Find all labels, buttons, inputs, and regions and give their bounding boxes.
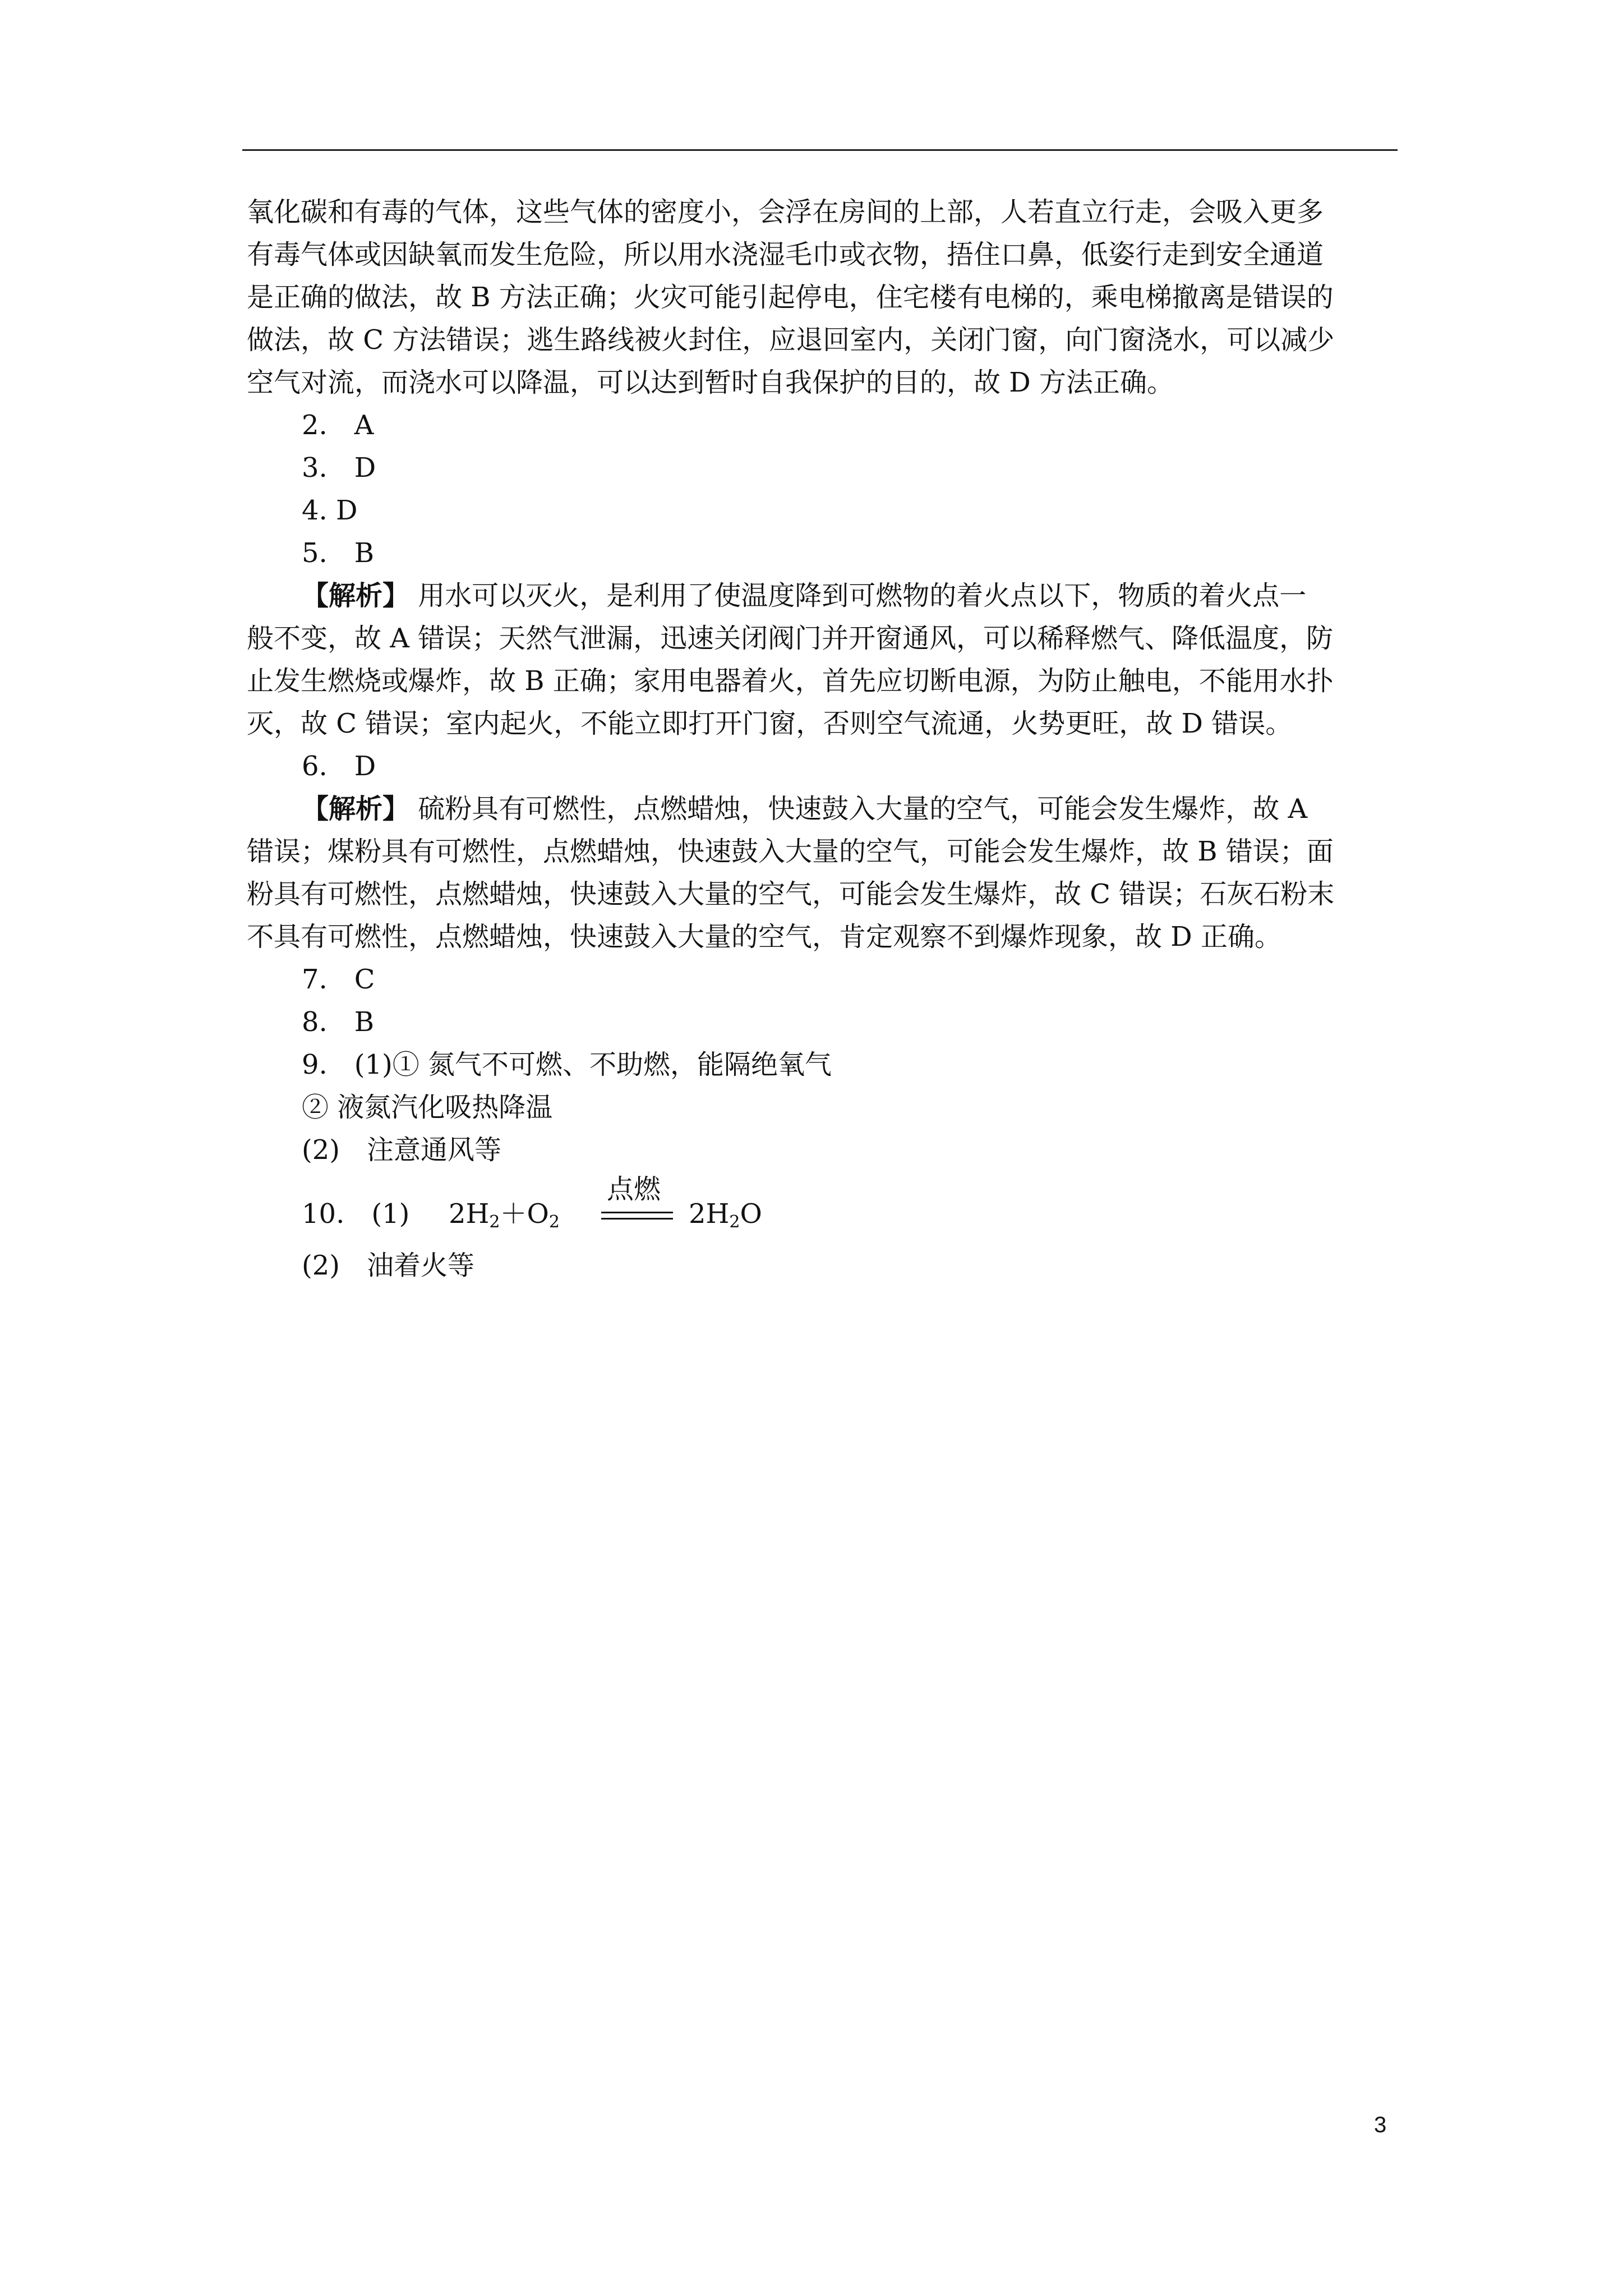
answer-9-part-1b: ② 液氮汽化吸热降温 <box>302 1092 553 1123</box>
answer-9-part-2: (2) 注意通风等 <box>302 1134 501 1166</box>
text-line <box>247 574 1396 617</box>
analysis-text: 硫粉具有可燃性，点燃蜡烛，快速鼓入大量的空气，可能会发生爆炸，故 A <box>418 793 1308 825</box>
equation-products: $2H_2O$ <box>689 1198 762 1232</box>
answer-4: 4. D <box>302 495 358 526</box>
paragraph-answer-1-continued <box>247 191 1396 404</box>
equation-reactants: $2H_2+O_2$ <box>449 1198 560 1232</box>
text-line: 般不变，故 A 错误；天然气泄漏，迅速关闭阀门并开窗通风，可以稀释燃气、降低温度，防 <box>247 623 1334 654</box>
text-line: 粉具有可燃性，点燃蜡烛，快速鼓入大量的空气，可能会发生爆炸，故 C 错误；石灰石粉末 <box>247 878 1335 910</box>
answer-7: 7. C <box>302 964 375 995</box>
analysis-label: 【解析】 <box>302 580 410 611</box>
text-line: 不具有可燃性，点燃蜡烛，快速鼓入大量的空气，肯定观察不到爆炸现象，故 D 正确。 <box>247 921 1282 953</box>
answer-10-number: 10. (1) <box>302 1198 410 1230</box>
answer-9-part-1: 9. (1)① 氮气不可燃、不助燃，能隔绝氧气 <box>302 1049 832 1080</box>
text-line: 空气对流，而浇水可以降温，可以达到暂时自我保护的目的，故 D 方法正确。 <box>247 367 1174 398</box>
analysis-5 <box>247 574 1396 745</box>
text-line: 是正确的做法，故 B 方法正确；火灾可能引起停电，住宅楼有电梯的，乘电梯撤离是错误的 <box>247 282 1334 313</box>
text-line: 氧化碳和有毒的气体，这些气体的密度小，会浮在房间的上部，人若直立行走，会吸入更多 <box>247 196 1324 228</box>
reaction-condition: 点燃 <box>607 1174 661 1205</box>
text-line: 灭，故 C 错误；室内起火，不能立即打开门窗，否则空气流通，火势更旺，故 D 错误。 <box>247 708 1293 739</box>
answer-5: 5. B <box>302 537 375 569</box>
answer-10-part-2: (2) 油着火等 <box>302 1250 474 1281</box>
text-line: 做法，故 C 方法错误；逃生路线被火封住，应退回室内，关闭门窗，向门窗浇水，可以减少 <box>247 324 1335 356</box>
text-line: 有毒气体或因缺氧而发生危险，所以用水浇湿毛巾或衣物，捂住口鼻，低姿行走到安全通道 <box>247 239 1324 270</box>
header-rule <box>242 149 1398 151</box>
document-body <box>247 191 1396 1287</box>
equals-sign <box>601 1212 673 1220</box>
text-line: 止发生燃烧或爆炸，故 B 正确；家用电器着火，首先应切断电源，为防止触电，不能用水扑 <box>247 665 1334 697</box>
analysis-text: 用水可以灭火，是利用了使温度降到可燃物的着火点以下，物质的着火点一 <box>418 580 1307 611</box>
answer-10-equation <box>247 1171 1396 1244</box>
answer-3: 3. D <box>302 452 376 484</box>
page-number: 3 <box>1374 2113 1387 2137</box>
text-line: 错误；煤粉具有可燃性，点燃蜡烛，快速鼓入大量的空气，可能会发生爆炸，故 B 错误；面 <box>247 836 1334 867</box>
answer-6: 6. D <box>302 751 376 782</box>
analysis-label: 【解析】 <box>302 793 410 825</box>
answer-2: 2. A <box>302 409 374 441</box>
text-line <box>247 788 1396 830</box>
analysis-6 <box>247 788 1396 958</box>
answer-8: 8. B <box>302 1006 375 1038</box>
